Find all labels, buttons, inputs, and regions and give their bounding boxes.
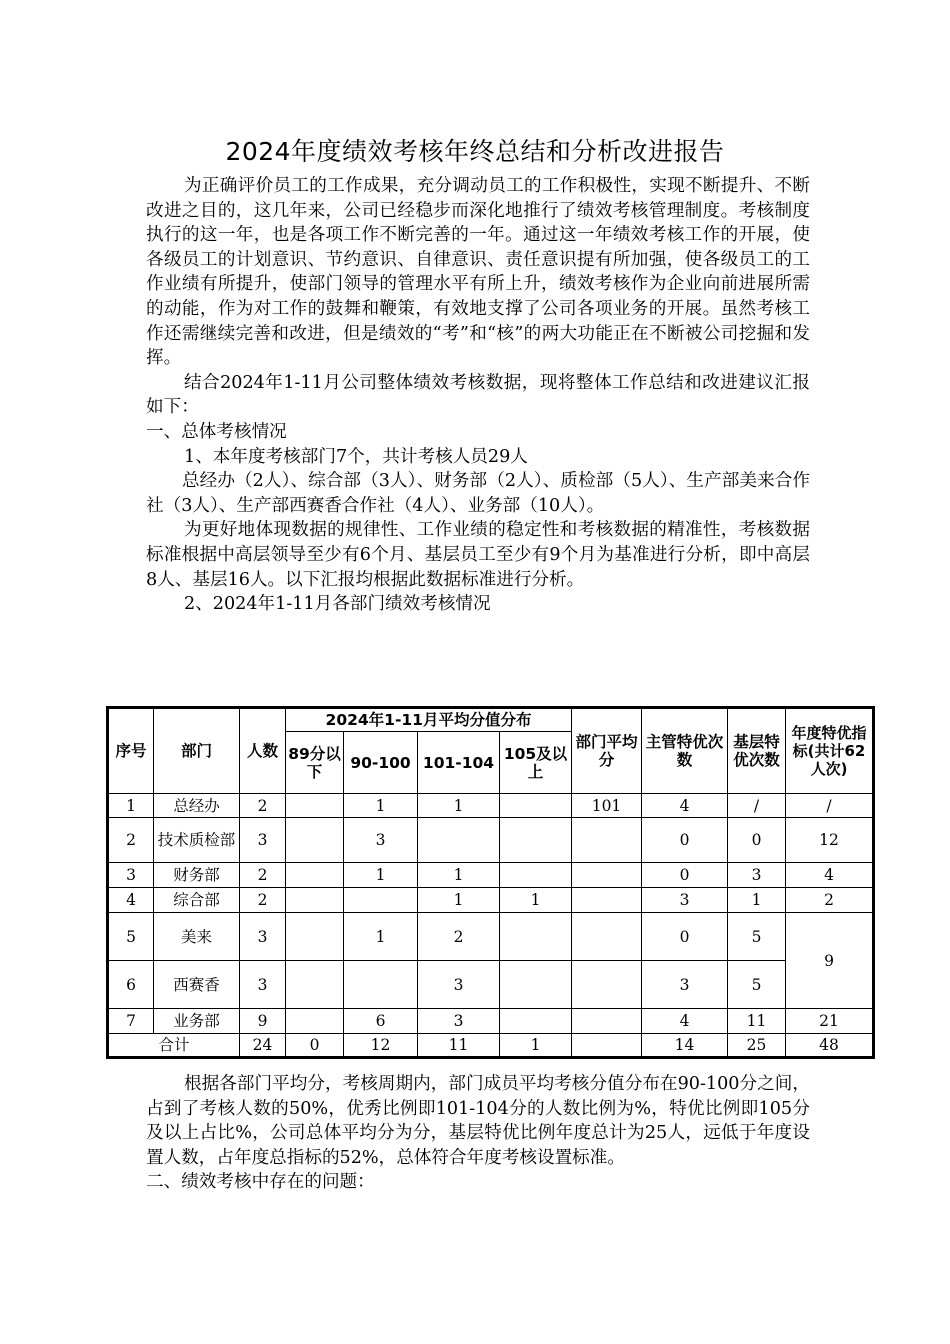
cell-base: 5	[728, 961, 786, 1009]
cell-total-quota: 48	[786, 1034, 874, 1058]
section1-item1: 1、本年度考核部门7个，共计考核人员29人	[184, 446, 528, 467]
cell-dept: 综合部	[154, 888, 240, 913]
cell-no: 3	[108, 863, 154, 888]
cell-total-b1: 0	[286, 1034, 344, 1058]
cell-b2: 6	[344, 1009, 418, 1034]
cell-no: 1	[108, 794, 154, 818]
analysis-block	[146, 1072, 810, 1195]
cell-total-mgr: 14	[642, 1034, 728, 1058]
cell-mgr: 0	[642, 913, 728, 961]
header-dept: 部门	[154, 708, 240, 794]
cell-total-avg	[572, 1034, 642, 1058]
cell-b2: 1	[344, 913, 418, 961]
cell-b4	[500, 818, 572, 863]
header-dept-average: 部门平均分	[572, 708, 642, 794]
cell-quota: /	[786, 794, 874, 818]
cell-mgr: 0	[642, 818, 728, 863]
cell-total-base: 25	[728, 1034, 786, 1058]
cell-b1	[286, 913, 344, 961]
cell-b4: 1	[500, 888, 572, 913]
report-title: 2024年度绩效考核年终总结和分析改进报告	[225, 137, 725, 166]
header-no: 序号	[108, 708, 154, 794]
cell-no: 7	[108, 1009, 154, 1034]
cell-b3: 1	[418, 863, 500, 888]
header-band-101-104: 101-104	[418, 732, 500, 794]
header-row-1	[108, 708, 874, 732]
cell-total-b4: 1	[500, 1034, 572, 1058]
cell-quota: 4	[786, 863, 874, 888]
header-band-105-plus: 105及以上	[500, 732, 572, 794]
section1-standard: 为更好地体现数据的规律性、工作业绩的稳定性和考核数据的精准性，考核数据标准根据中高层领导至少有6个月、基层员工至少有9个月为基准进行分析，即中高层8人、基层16人。以下汇报均根据此数据标准进行分析。	[146, 520, 810, 590]
cell-b4	[500, 863, 572, 888]
cell-mgr: 4	[642, 1009, 728, 1034]
table-total-row	[108, 1034, 874, 1058]
cell-avg	[572, 1009, 642, 1034]
cell-b4	[500, 913, 572, 961]
header-annual-quota: 年度特优指标(共计62人次)	[786, 708, 874, 794]
cell-dept: 技术质检部	[154, 818, 240, 863]
cell-base: 0	[728, 818, 786, 863]
cell-b2	[344, 961, 418, 1009]
cell-count: 3	[240, 818, 286, 863]
table-row	[108, 818, 874, 863]
cell-b2: 3	[344, 818, 418, 863]
cell-b1	[286, 1009, 344, 1034]
cell-b4	[500, 794, 572, 818]
cell-quota: 12	[786, 818, 874, 863]
cell-b3: 1	[418, 794, 500, 818]
cell-total-b3: 11	[418, 1034, 500, 1058]
table-row	[108, 794, 874, 818]
table-row	[108, 913, 874, 961]
cell-b3: 2	[418, 913, 500, 961]
table-row	[108, 863, 874, 888]
cell-avg	[572, 888, 642, 913]
cell-b2: 1	[344, 794, 418, 818]
section1-item2: 2、2024年1-11月各部门绩效考核情况	[184, 594, 491, 615]
cell-mgr: 3	[642, 888, 728, 913]
table-row	[108, 1009, 874, 1034]
cell-b1	[286, 818, 344, 863]
cell-b3: 3	[418, 1009, 500, 1034]
cell-b1	[286, 794, 344, 818]
cell-mgr: 4	[642, 794, 728, 818]
cell-total-b2: 12	[344, 1034, 418, 1058]
cell-no: 5	[108, 913, 154, 961]
cell-no: 6	[108, 961, 154, 1009]
cell-b1	[286, 888, 344, 913]
department-performance-table	[106, 706, 875, 1059]
cell-count: 3	[240, 961, 286, 1009]
cell-base: 1	[728, 888, 786, 913]
cell-mgr: 0	[642, 863, 728, 888]
cell-no: 2	[108, 818, 154, 863]
table-row	[108, 961, 874, 1009]
analysis-paragraph: 根据各部门平均分，考核周期内，部门成员平均考核分值分布在90-100分之间，占到了考核人数的50%，优秀比例即101-104分的人数比例为%，特优比例即105分及以上占比%，公司总体平均分为分，基层特优比例年度总计为25人，远低于年度设置人数，占年度总指标的52%，总体符合年度考核设置标准。	[146, 1074, 810, 1168]
intro-paragraph-1: 为正确评价员工的工作成果，充分调动员工的工作积极性，实现不断提升、不断改进之目的，这几年来，公司已经稳步而深化地推行了绩效考核管理制度。考核制度执行的这一年，也是各项工作不断完善的一年。通过这一年绩效考核工作的开展，使各级员工的计划意识、节约意识、自律意识、责任意识提有所加强，使各级员工的工作业绩有所提升，使部门领导的管理水平有所上升，绩效考核作为企业向前进展所需的动能，作为对工作的鼓舞和鞭策，有效地支撑了公司各项业务的开展。虽然考核工作还需继续完善和改进，但是绩效的“考”和“核”的两大功能正在不断被公司挖掘和发挥。	[146, 176, 810, 369]
cell-dept: 美来	[154, 913, 240, 961]
cell-base: /	[728, 794, 786, 818]
header-band-below-89: 89分以下	[286, 732, 344, 794]
cell-dept: 总经办	[154, 794, 240, 818]
header-base-excellent: 基层特优次数	[728, 708, 786, 794]
cell-dept: 业务部	[154, 1009, 240, 1034]
intro-block	[146, 174, 810, 617]
cell-b3: 3	[418, 961, 500, 1009]
cell-base: 5	[728, 913, 786, 961]
cell-avg	[572, 913, 642, 961]
section1-item1-detail: 总经办（2人）、综合部（3人）、财务部（2人）、质检部（5人）、生产部美来合作社（3人）、生产部西赛香合作社（4人）、业务部（10人）。	[146, 471, 810, 516]
cell-base: 3	[728, 863, 786, 888]
cell-b2	[344, 888, 418, 913]
section2-heading: 二、绩效考核中存在的问题：	[146, 1172, 375, 1193]
cell-count: 3	[240, 913, 286, 961]
header-band-90-100: 90-100	[344, 732, 418, 794]
cell-dept: 西赛香	[154, 961, 240, 1009]
header-distribution-group: 2024年1-11月平均分值分布	[286, 708, 572, 732]
cell-count: 9	[240, 1009, 286, 1034]
cell-dept: 财务部	[154, 863, 240, 888]
cell-mgr: 3	[642, 961, 728, 1009]
cell-b1	[286, 863, 344, 888]
cell-quota: 2	[786, 888, 874, 913]
cell-b3: 1	[418, 888, 500, 913]
cell-b1	[286, 961, 344, 1009]
cell-b2: 1	[344, 863, 418, 888]
cell-avg: 101	[572, 794, 642, 818]
table-row	[108, 888, 874, 913]
header-count: 人数	[240, 708, 286, 794]
cell-count: 2	[240, 794, 286, 818]
cell-base: 11	[728, 1009, 786, 1034]
cell-quota-merged: 9	[786, 913, 874, 1009]
cell-b4	[500, 1009, 572, 1034]
cell-count: 2	[240, 888, 286, 913]
cell-no: 4	[108, 888, 154, 913]
cell-avg	[572, 818, 642, 863]
cell-b4	[500, 961, 572, 1009]
cell-b3	[418, 818, 500, 863]
cell-quota: 21	[786, 1009, 874, 1034]
cell-avg	[572, 961, 642, 1009]
header-manager-excellent: 主管特优次数	[642, 708, 728, 794]
cell-count: 2	[240, 863, 286, 888]
section1-heading: 一、总体考核情况	[146, 421, 287, 442]
intro-paragraph-2: 结合2024年1-11月公司整体绩效考核数据，现将整体工作总结和改进建议汇报如下：	[146, 372, 810, 418]
cell-avg	[572, 863, 642, 888]
cell-total-label: 合计	[108, 1034, 240, 1058]
cell-total-count: 24	[240, 1034, 286, 1058]
